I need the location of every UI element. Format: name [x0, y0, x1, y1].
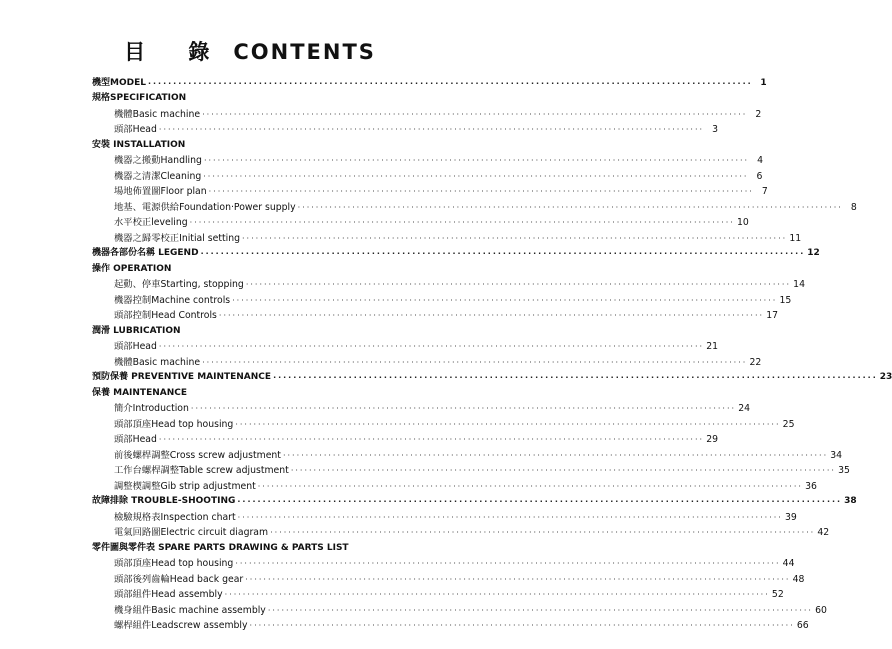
page-title-en: CONTENTS: [233, 40, 376, 64]
toc-entry-row: [92, 432, 719, 448]
toc-leader-dots: ························································································································: [290, 466, 836, 475]
toc-page-number: 24: [738, 403, 751, 414]
toc-entry-label: 機體Basic machine: [114, 108, 201, 120]
toc-entry-row: [92, 339, 719, 355]
toc-page-number: 29: [706, 434, 719, 445]
toc-leader-dots: ························································································································: [189, 218, 735, 227]
toc-section-row: [92, 540, 444, 556]
toc-leader-dots: ························································································································: [200, 249, 806, 258]
toc-leader-dots: ························································································································: [282, 450, 829, 460]
toc-entry-label: 零件圖與零件表 SPARE PARTS DRAWING & PARTS LIST: [92, 542, 349, 553]
toc-page-number: 3: [712, 124, 719, 135]
toc-entry-label: 機器之清潔Cleaning: [114, 170, 202, 182]
toc-entry-label: 頭部控制Head Controls: [114, 310, 217, 321]
toc-entry-label: 電氣回路圖Electric circuit diagram: [114, 527, 269, 538]
toc-entry-label: 簡介Introduction: [114, 403, 189, 414]
toc-entry-label: 機器各部份名稱 LEGEND: [92, 248, 199, 258]
page-title: [0, 36, 500, 66]
toc-page-number: 10: [736, 217, 749, 228]
toc-page-number: 35: [838, 465, 850, 476]
toc-leader-dots: ························································································································: [245, 574, 791, 584]
toc-entry-label: 頭部後列齒輪Head back gear: [114, 573, 244, 585]
toc-entry-label: 前後螺桿調整Cross screw adjustment: [114, 449, 281, 461]
toc-entry-row: [92, 463, 850, 479]
toc-leader-dots: ························································································································: [242, 233, 788, 243]
toc-entry-row: [92, 602, 827, 618]
toc-entry-label: 操作 OPERATION: [92, 263, 172, 274]
toc-entry-row: [92, 401, 751, 417]
toc-leader-dots: ························································································································: [158, 125, 705, 134]
toc-page-number: 7: [761, 186, 768, 197]
toc-page-number: 8: [850, 201, 857, 213]
toc-entry-row: [92, 199, 857, 215]
toc-page-number: 22: [749, 356, 762, 368]
toc-page-number: 1: [760, 77, 767, 88]
toc-entry-row: [92, 308, 779, 324]
toc-entry-label: 頭部頂座Head top housing: [114, 418, 234, 430]
toc-page-number: 2: [755, 108, 762, 120]
toc-leader-dots: ························································································································: [224, 590, 770, 599]
toc-entry-label: 檢驗規格表Inspection chart: [114, 511, 236, 523]
toc-entry-label: 地基、電源供給Foundation·Power supply: [114, 201, 296, 213]
toc-leader-dots: ························································································································: [202, 357, 748, 367]
toc-entry-row: [92, 168, 763, 184]
toc-entry-label: 機器之搬動Handling: [114, 155, 202, 166]
toc-leader-dots: ························································································································: [237, 512, 783, 522]
toc-section-row: [92, 75, 767, 91]
toc-section-row: [92, 137, 444, 153]
toc-entry-row: [92, 618, 809, 634]
toc-entry-row: [92, 587, 784, 603]
toc-page-number: 17: [766, 310, 779, 321]
toc-section-row: [92, 323, 444, 339]
toc-page-number: 15: [779, 294, 792, 306]
toc-entry-label: 機體Basic machine: [114, 356, 201, 368]
toc-entry-row: [92, 215, 749, 231]
toc-entry-row: [92, 277, 805, 293]
toc-entry-label: 機型MODEL: [92, 77, 146, 88]
toc-page-number: 12: [807, 248, 820, 258]
toc-page-number: 38: [844, 496, 857, 506]
toc-leader-dots: ························································································································: [273, 373, 878, 382]
toc-entry-row: [92, 230, 802, 246]
toc-leader-dots: ························································································································: [203, 156, 750, 165]
toc-entry-label: 保養 MAINTENANCE: [92, 387, 188, 398]
toc-entry-label: 規格SPECIFICATION: [92, 93, 187, 103]
toc-section-row: [92, 370, 892, 386]
toc-page-number: 23: [879, 372, 892, 382]
toc-page-number: 52: [771, 589, 784, 600]
toc-page-number: 39: [784, 511, 797, 523]
toc-leader-dots: ························································································································: [147, 78, 753, 88]
toc-entry-label: 機器控制Machine controls: [114, 294, 231, 306]
toc-leader-dots: ························································································································: [203, 171, 749, 181]
toc-page-number: 42: [817, 527, 830, 538]
toc-leader-dots: ························································································································: [232, 295, 778, 305]
toc-leader-dots: ························································································································: [270, 528, 816, 537]
toc-entry-label: 場地佈置圖Floor plan: [114, 186, 207, 197]
toc-entry-row: [92, 525, 830, 541]
toc-page-number: 6: [756, 170, 763, 182]
toc-entry-label: 水平校正leveling: [114, 217, 188, 228]
toc-page-number: 34: [830, 449, 843, 461]
toc-entry-label: 預防保養 PREVENTIVE MAINTENANCE: [92, 372, 272, 382]
toc-leader-dots: ························································································································: [202, 109, 748, 119]
toc-entry-label: 頭部Head: [114, 434, 157, 445]
toc-leader-dots: ························································································································: [158, 342, 705, 351]
toc-leader-dots: ························································································································: [237, 497, 843, 506]
toc-section-row: [92, 246, 820, 262]
toc-leader-dots: ························································································································: [190, 404, 737, 413]
toc-leader-dots: ························································································································: [245, 280, 791, 289]
toc-entry-row: [92, 106, 762, 122]
toc-entry-row: [92, 571, 805, 587]
toc-entry-row: [92, 478, 817, 494]
toc-entry-label: 工作台螺桿調整Table screw adjustment: [114, 465, 289, 476]
toc-section-row: [92, 261, 444, 277]
toc-section-row: [92, 91, 444, 107]
toc-entry-label: 頭部Head: [114, 124, 157, 135]
toc-entry-label: 螺桿組件Leadscrew assembly: [114, 620, 248, 631]
toc-entry-row: [92, 509, 797, 525]
toc-page-number: 21: [706, 341, 719, 352]
toc-leader-dots: ························································································································: [249, 621, 795, 630]
toc-page-number: 11: [789, 232, 802, 244]
toc-page-number: 66: [796, 620, 809, 631]
toc-page-number: 36: [805, 480, 817, 492]
toc-entry-label: 頭部Head: [114, 341, 157, 352]
toc-entry-label: 故障排除 TROUBLE-SHOOTING: [92, 496, 236, 506]
toc-entry-row: [92, 122, 719, 138]
toc-entry-label: 潤滑 LUBRICATION: [92, 325, 181, 336]
toc-leader-dots: ························································································································: [235, 559, 781, 568]
toc-entry-label: 頭部組件Head assembly: [114, 589, 223, 600]
toc-entry-row: [92, 416, 795, 432]
toc-page-number: 25: [782, 418, 795, 430]
toc-page-number: 14: [793, 279, 805, 290]
toc-leader-dots: ························································································································: [267, 605, 813, 615]
toc-section-row: [92, 385, 444, 401]
table-of-contents: [92, 75, 892, 633]
toc-page-number: 60: [815, 604, 827, 616]
toc-leader-dots: ························································································································: [297, 202, 843, 212]
page-title-zh: 目 錄: [124, 40, 228, 64]
toc-page-number: 4: [757, 155, 764, 166]
toc-section-row: [92, 494, 857, 510]
toc-entry-label: 機身組件Basic machine assembly: [114, 604, 266, 616]
toc-page-number: 44: [782, 558, 795, 569]
toc-leader-dots: ························································································································: [158, 435, 705, 444]
toc-entry-row: [92, 153, 764, 169]
toc-entry-row: [92, 354, 762, 370]
toc-leader-dots: ························································································································: [235, 419, 781, 429]
toc-page-number: 48: [792, 573, 805, 585]
toc-entry-row: [92, 447, 843, 463]
toc-entry-label: 安裝 INSTALLATION: [92, 139, 186, 150]
toc-entry-label: 機器之歸零校正Initial setting: [114, 232, 240, 244]
toc-entry-row: [92, 556, 795, 572]
toc-leader-dots: ························································································································: [257, 481, 803, 491]
toc-entry-row: [92, 292, 792, 308]
toc-entry-label: 頭部頂座Head top housing: [114, 558, 234, 569]
toc-entry-label: 起動、停車Starting, stopping: [114, 279, 244, 290]
toc-entry-label: 調整楔調整Gib strip adjustment: [114, 480, 256, 492]
toc-entry-row: [92, 184, 768, 200]
toc-leader-dots: ························································································································: [208, 187, 754, 196]
toc-leader-dots: ························································································································: [218, 311, 765, 320]
